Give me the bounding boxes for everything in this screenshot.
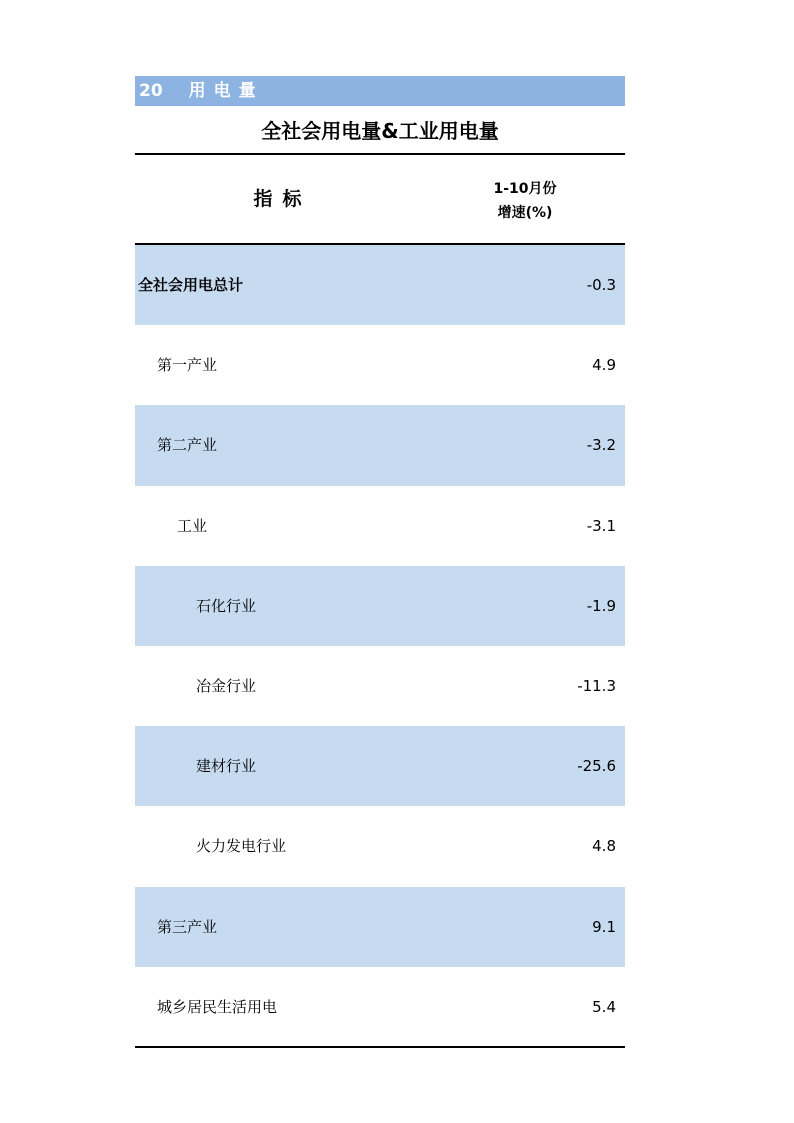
bottom-rule	[135, 1046, 625, 1048]
row-label: 第一产业	[157, 356, 218, 375]
table-row	[135, 887, 625, 967]
row-label: 冶金行业	[196, 676, 257, 695]
row-label: 城乡居民生活用电	[157, 997, 278, 1016]
row-value: 5.4	[592, 997, 616, 1016]
row-value: -25.6	[577, 757, 616, 776]
row-value: 9.1	[592, 917, 616, 936]
row-label: 火力发电行业	[196, 837, 287, 856]
row-value: -0.3	[586, 276, 616, 294]
row-value: 4.9	[592, 356, 616, 375]
header-value-period: 1-10月份	[493, 181, 557, 197]
row-label: 建材行业	[196, 757, 257, 776]
row-value: -1.9	[586, 596, 616, 615]
table-row	[135, 967, 625, 1047]
table-row	[135, 245, 625, 325]
section-number: 20	[139, 81, 163, 101]
table-title: 全社会用电量&工业用电量	[261, 119, 499, 143]
table-row	[135, 405, 625, 485]
header-value	[465, 177, 585, 225]
row-label: 第二产业	[157, 436, 218, 455]
table-body	[135, 245, 625, 1047]
table-row	[135, 486, 625, 566]
header-indicator: 指标	[253, 188, 312, 210]
header-value-unit: 增速(%)	[497, 205, 553, 221]
row-value: -3.2	[586, 436, 616, 455]
row-value: -11.3	[577, 676, 616, 695]
row-label: 全社会用电总计	[138, 276, 244, 294]
row-label: 石化行业	[196, 596, 257, 615]
section-header-bar	[135, 76, 625, 106]
table-row	[135, 566, 625, 646]
row-value: -3.1	[586, 516, 616, 535]
table-row	[135, 646, 625, 726]
row-label: 第三产业	[157, 917, 218, 936]
row-value: 4.8	[592, 837, 616, 856]
table-row	[135, 806, 625, 886]
row-label: 工业	[177, 516, 208, 535]
table-row	[135, 726, 625, 806]
table-header	[135, 155, 625, 243]
table-row	[135, 325, 625, 405]
section-name: 用电量	[188, 81, 264, 101]
